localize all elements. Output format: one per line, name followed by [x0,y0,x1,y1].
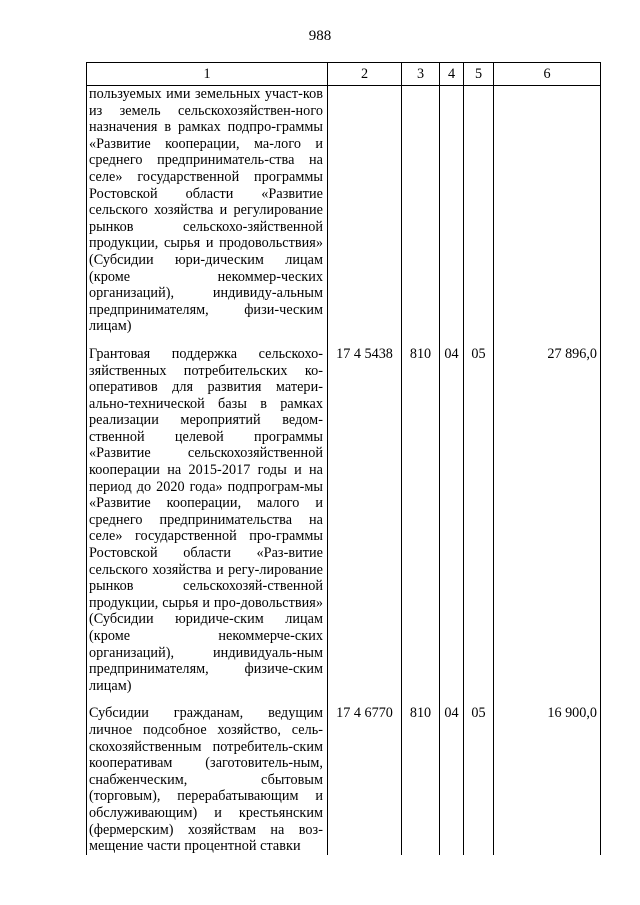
table-row [87,346,601,694]
page-number: 988 [308,28,332,44]
row-description: Субсидии гражданам, ведущим личное подсобное хозяйство, сель-скохозяйственным потребитель-ским кооперативам (заготовитель-ным, снабженческим, сбытовым (торговым), перерабатывающим и обслуживающим) и крестьянским (фермерским) хозяйствам на воз-мещение части процентной ставки [87,705,328,854]
row-expense-type: 810 [402,705,440,854]
row-expense-type: 810 [402,346,440,694]
column-header-section: 4 [440,63,464,86]
row-spacer [87,694,601,705]
row-amount [494,86,601,335]
table-row [87,86,601,335]
row-section [440,86,464,335]
row-amount: 27 896,0 [494,346,601,694]
column-header-expense-type: 3 [402,63,440,86]
row-subsection [464,86,494,335]
row-target-code [328,86,402,335]
row-description: Грантовая поддержка сельскохо-зяйственных потребительских ко-оперативов для развития матери-ально-технической базы в рамках реализации мероприятий ведом-ственной целевой программы «Развитие сельскохозяйственной кооперации на 2015-2017 годы и на период до 2020 года» подпрограм-мы «Развитие кооперации, малого и среднего предпринимательства на селе» государственной про-граммы Ростовской области «Раз-витие сельского хозяйства и регу-лирование рынков сельскохозяй-ственной продукции, сырья и про-довольствия» (Субсидии юридиче-ским лицам (кроме некоммерче-ских организаций), индивидуаль-ным предпринимателям, физиче-ским лицам) [87,346,328,694]
column-header-subsection: 5 [464,63,494,86]
row-section: 04 [440,705,464,854]
row-target-code: 17 4 6770 [328,705,402,854]
row-subsection: 05 [464,346,494,694]
row-description: пользуемых ими земельных участ-ков из земель сельскохозяйствен-ного назначения в рамках подпро-граммы «Развитие кооперации, ма-лого и среднего предприниматель-ства на селе» государственной программы Ростовской области «Развитие сельского хозяйства и регулирование рынков сельскохо-зяйственной продукции, сырья и продовольствия» (Субсидии юри-дическим лицам (кроме некоммер-ческих организаций), индивиду-альным предпринимателям, физи-ческим лицам) [87,86,328,335]
row-subsection: 05 [464,705,494,854]
table-row [87,705,601,854]
column-header-code: 2 [328,63,402,86]
table-header-row [87,63,601,86]
row-expense-type [402,86,440,335]
row-section: 04 [440,346,464,694]
column-header-amount: 6 [494,63,601,86]
row-target-code: 17 4 5438 [328,346,402,694]
row-amount: 16 900,0 [494,705,601,854]
column-header-description: 1 [87,63,328,86]
row-spacer [87,335,601,346]
budget-table [86,62,601,855]
